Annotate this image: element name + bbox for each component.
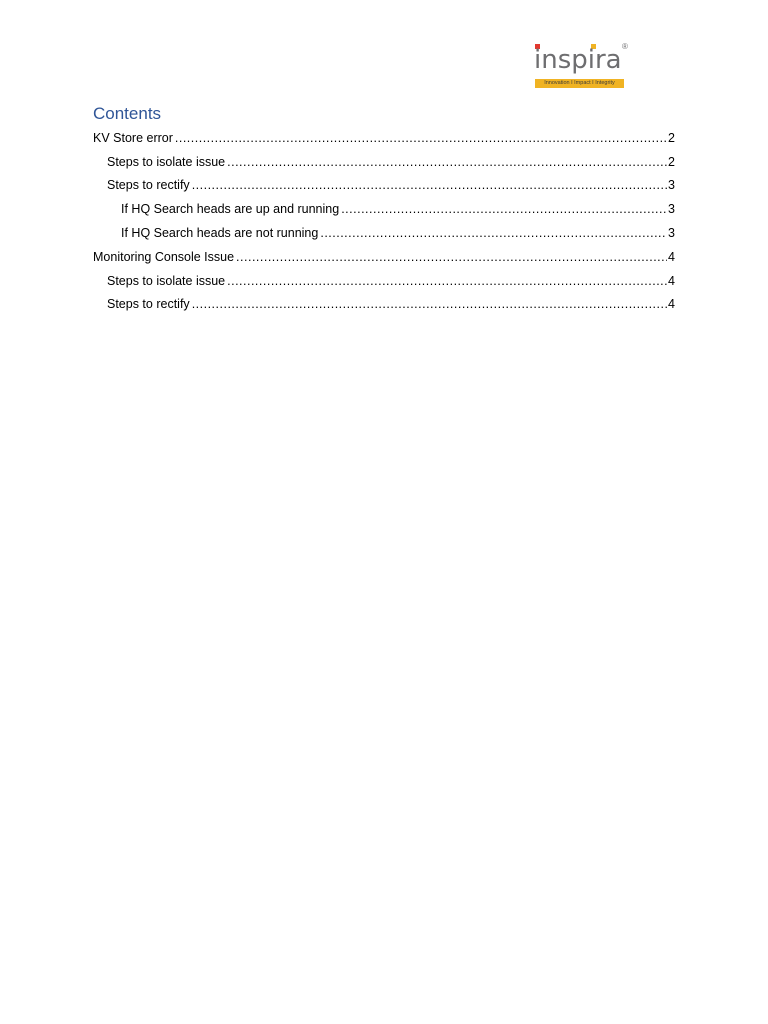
toc-entry-label: KV Store error <box>93 130 173 145</box>
table-of-contents <box>93 126 675 316</box>
toc-entry-page: 2 <box>668 130 675 145</box>
toc-dot-leader <box>320 225 667 241</box>
toc-entry-label: If HQ Search heads are up and running <box>121 202 340 217</box>
toc-entry-label: Steps to isolate issue <box>107 273 226 288</box>
toc-entry-page: 4 <box>668 297 675 312</box>
logo-wordmark: inspira <box>534 45 622 75</box>
toc-entry-kv-store-error[interactable] <box>93 126 675 150</box>
toc-entry-steps-to-rectify[interactable] <box>93 174 675 198</box>
logo-tagline: Innovation I Impact I Integrity <box>535 79 624 88</box>
toc-entry-label: Monitoring Console Issue <box>93 249 235 264</box>
toc-entry-label: Steps to rectify <box>107 178 190 193</box>
toc-dot-leader <box>192 296 667 312</box>
toc-entry-page: 3 <box>668 202 675 217</box>
toc-entry-steps-to-isolate-issue-2[interactable] <box>93 269 675 293</box>
toc-dot-leader <box>227 273 667 289</box>
toc-dot-leader <box>236 249 667 265</box>
toc-entry-page: 3 <box>668 178 675 193</box>
toc-entry-steps-to-isolate-issue[interactable] <box>93 150 675 174</box>
toc-entry-label: Steps to rectify <box>107 297 190 312</box>
logo-registered-mark: ® <box>622 42 628 51</box>
toc-entry-hq-search-heads-not-running[interactable] <box>93 221 675 245</box>
toc-dot-leader <box>341 201 667 217</box>
toc-entry-steps-to-rectify-2[interactable] <box>93 293 675 317</box>
toc-entry-page: 4 <box>668 249 675 264</box>
toc-title: Contents <box>93 104 162 123</box>
toc-dot-leader <box>227 154 667 170</box>
toc-dot-leader <box>175 130 667 146</box>
toc-entry-page: 2 <box>668 154 675 169</box>
toc-entry-monitoring-console-issue[interactable] <box>93 245 675 269</box>
company-logo <box>534 43 634 89</box>
toc-entry-page: 4 <box>668 273 675 288</box>
toc-entry-label: Steps to isolate issue <box>107 154 226 169</box>
toc-entry-hq-search-heads-running[interactable] <box>93 197 675 221</box>
toc-entry-label: If HQ Search heads are not running <box>121 226 319 241</box>
toc-dot-leader <box>192 177 667 193</box>
toc-entry-page: 3 <box>668 226 675 241</box>
